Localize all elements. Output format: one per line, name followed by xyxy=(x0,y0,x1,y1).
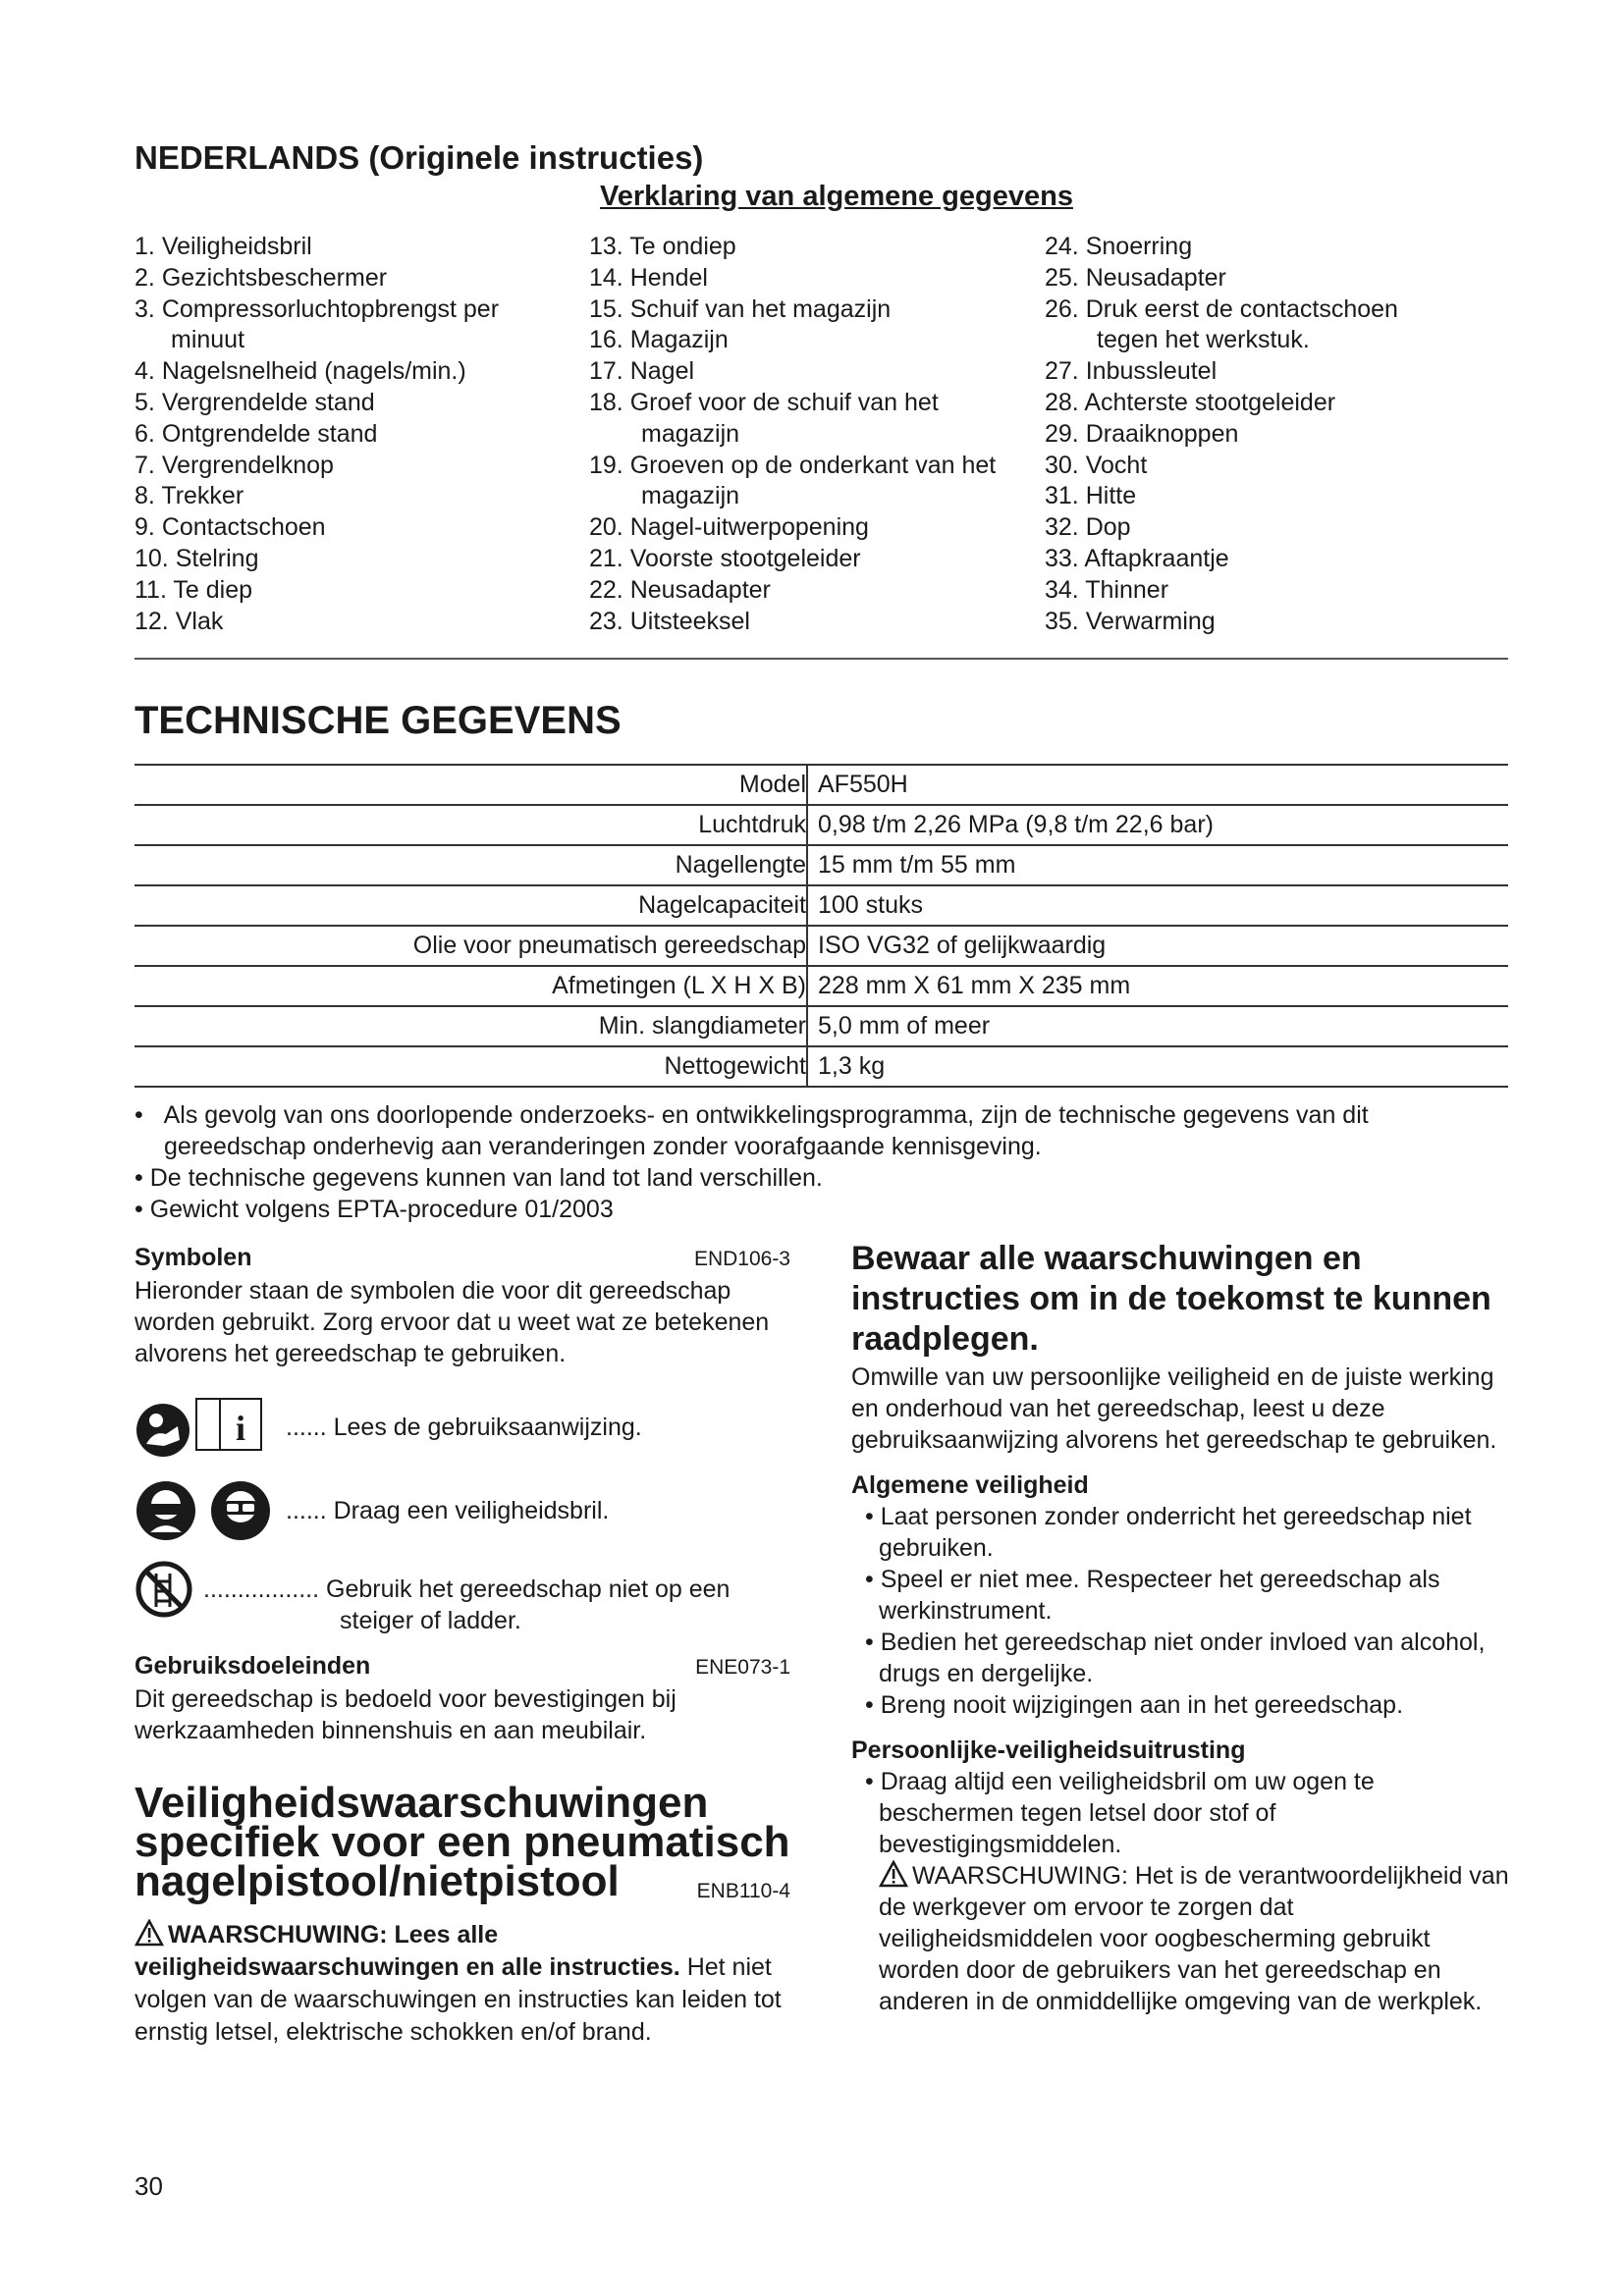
symbols-title: Symbolen xyxy=(135,1244,252,1271)
ppe-warning xyxy=(851,1860,1509,2017)
spec-value: 100 stuks xyxy=(807,885,1508,926)
legend-item-continuation: magazijn xyxy=(641,419,740,448)
spec-label: Nagelcapaciteit xyxy=(135,885,807,926)
legend-item: 16. Magazijn xyxy=(589,326,729,354)
legend-item: 34. Thinner xyxy=(1045,575,1169,604)
spec-label: Model xyxy=(135,765,807,805)
legend-item: 2. Gezichtsbeschermer xyxy=(135,263,388,292)
legend-item: 9. Contactschoen xyxy=(135,513,326,542)
legend-item: 26. Druk eerst de contactschoen xyxy=(1045,294,1398,323)
spec-value: 15 mm t/m 55 mm xyxy=(807,845,1508,885)
list-item: • Breng nooit wijzigingen aan in het gereedschap. xyxy=(865,1691,1404,1719)
legend-item: 17. Nagel xyxy=(589,357,695,386)
legend-item: 35. Verwarming xyxy=(1045,607,1216,635)
symbols-title-row xyxy=(135,1242,790,1275)
read-manual-icon xyxy=(135,1395,282,1460)
page-number: 30 xyxy=(135,2171,163,2201)
table-row xyxy=(135,805,1508,845)
specs-table xyxy=(135,764,1508,1088)
note: • Gewicht volgens EPTA-procedure 01/2003 xyxy=(135,1196,614,1223)
legend-item-continuation: tegen het werkstuk. xyxy=(1097,326,1310,354)
legend-item: 6. Ontgrendelde stand xyxy=(135,419,378,448)
legend-item: 5. Vergrendelde stand xyxy=(135,388,375,416)
legend-column-1 xyxy=(135,232,499,637)
symbol-row xyxy=(135,1560,790,1636)
spec-value: ISO VG32 of gelijkwaardig xyxy=(807,926,1508,966)
general-safety-title: Algemene veiligheid xyxy=(851,1471,1089,1499)
list-item: • Bedien het gereedschap niet onder invloed van alcohol, drugs en dergelijke. xyxy=(865,1629,1486,1687)
legend-item: 28. Achterste stootgeleider xyxy=(1045,388,1336,416)
spec-label: Luchtdruk xyxy=(135,805,807,845)
usage-text: Dit gereedschap is bedoeld voor bevestigingen bij werkzaamheden binnenshuis en aan meubilair. xyxy=(135,1685,677,1744)
warning-triangle-icon xyxy=(879,1860,908,1888)
symbols-code: END106-3 xyxy=(693,1248,790,1270)
table-row xyxy=(135,1046,1508,1087)
language-heading: NEDERLANDS (Originele instructies) xyxy=(135,139,704,176)
legend-item: 33. Aftapkraantje xyxy=(1045,544,1229,572)
legend-item: 15. Schuif van het magazijn xyxy=(589,294,892,323)
spec-label: Afmetingen (L X H X B) xyxy=(135,966,807,1006)
list-item: • Laat personen zonder onderricht het gereedschap niet gebruiken. xyxy=(865,1503,1472,1562)
specs-notes xyxy=(135,1099,1509,1225)
spec-value: 5,0 mm of meer xyxy=(807,1006,1508,1046)
safety-warning xyxy=(135,1919,790,2049)
ppe-title: Persoonlijke-veiligheidsuitrusting xyxy=(851,1736,1246,1764)
legend-item-continuation: minuut xyxy=(171,326,245,354)
legend-item: 12. Vlak xyxy=(135,607,224,635)
legend-item: 20. Nagel-uitwerpopening xyxy=(589,513,869,542)
usage-title-row xyxy=(135,1650,790,1683)
symbol-text-continuation: steiger of ladder. xyxy=(340,1607,521,1634)
legend-item: 18. Groef voor de schuif van het xyxy=(589,388,939,416)
legend-item: 29. Draaiknoppen xyxy=(1045,419,1239,448)
legend-item: 27. Inbussleutel xyxy=(1045,357,1218,386)
legend-item: 23. Uitsteeksel xyxy=(589,607,750,635)
legend-item: 30. Vocht xyxy=(1045,451,1148,479)
spec-label: Nettogewicht xyxy=(135,1046,807,1087)
safety-title xyxy=(135,1779,790,1905)
table-row xyxy=(135,765,1508,805)
list-item: • Speel er niet mee. Respecteer het gereedschap als werkinstrument. xyxy=(865,1566,1440,1625)
symbol-row xyxy=(135,1395,790,1460)
safety-warning-text: Het niet volgen van de waarschuwingen en instructies kan leiden tot ernstig letsel, elektrische schokken en/of brand. xyxy=(135,1953,782,2046)
spec-value: 0,98 t/m 2,26 MPa (9,8 t/m 22,6 bar) xyxy=(807,805,1508,845)
legend-column-2 xyxy=(589,232,996,637)
usage-code: ENE073-1 xyxy=(695,1656,790,1679)
spec-value: 228 mm X 61 mm X 235 mm xyxy=(807,966,1508,1006)
spec-label: Olie voor pneumatisch gereedschap xyxy=(135,926,807,966)
usage-title: Gebruiksdoeleinden xyxy=(135,1652,371,1680)
legend-item: 7. Vergrendelknop xyxy=(135,451,334,479)
legend-item: 3. Compressorluchtopbrengst per xyxy=(135,294,500,323)
legend-subheading: Verklaring van algemene gegevens xyxy=(600,181,1073,212)
symbol-text-block xyxy=(203,1574,730,1636)
symbols-intro: Hieronder staan de symbolen die voor dit gereedschap worden gebruikt. Zorg ervoor dat u weet wat ze betekenen alvorens het gereedschap te gebruiken. xyxy=(135,1277,770,1367)
legend-item: 31. Hitte xyxy=(1045,482,1137,510)
symbol-text: ...... Lees de gebruiksaanwijzing. xyxy=(286,1414,642,1441)
list-item: • Draag altijd een veiligheidsbril om uw ogen te beschermen tegen letsel door stof of bevestigingsmiddelen. xyxy=(865,1768,1375,1858)
safety-glasses-icon xyxy=(135,1479,282,1542)
legend-item: 8. Trekker xyxy=(135,482,244,510)
right-column xyxy=(851,1239,1509,2017)
legend-item: 19. Groeven op de onderkant van het xyxy=(589,451,997,479)
legend-item: 10. Stelring xyxy=(135,544,259,572)
symbol-text: ................. Gebruik het gereedschap niet op een xyxy=(203,1575,731,1603)
symbol-row xyxy=(135,1479,790,1542)
ppe-warning-text: WAARSCHUWING: Het is de verantwoordelijkheid van de werkgever om ervoor te zorgen dat veiligheidsmiddelen voor oogbescherming gebruikt worden door de gebruikers van het gereedschap en anderen in de onmiddellijke omgeving van de werkplek. xyxy=(879,1862,1509,2015)
symbol-text: ...... Draag een veiligheidsbril. xyxy=(286,1497,610,1524)
keep-instructions-title: Bewaar alle waarschuwingen en instructies om in de toekomst te kunnen raadplegen. xyxy=(851,1240,1491,1358)
keep-instructions-text: Omwille van uw persoonlijke veiligheid en de juiste werking en onderhoud van het gereedschap, leest u deze gebruiksaanwijzing alvorens het gereedschap te gebruiken. xyxy=(851,1363,1497,1454)
safety-code: ENB110-4 xyxy=(696,1880,790,1902)
legend-column-3 xyxy=(1045,232,1398,637)
warning-triangle-icon xyxy=(135,1919,164,1947)
legend-item: 1. Veiligheidsbril xyxy=(135,233,312,260)
table-row xyxy=(135,966,1508,1006)
table-row xyxy=(135,926,1508,966)
legend-item: 22. Neusadapter xyxy=(589,575,771,604)
left-column xyxy=(135,1242,790,2049)
table-row xyxy=(135,845,1508,885)
legend-item: 32. Dop xyxy=(1045,513,1131,542)
legend-item: 24. Snoerring xyxy=(1045,233,1193,260)
specs-heading: TECHNISCHE GEGEVENS xyxy=(135,699,622,742)
note: • De technische gegevens kunnen van land tot land verschillen. xyxy=(135,1164,823,1192)
svg-text:i: i xyxy=(235,1409,246,1448)
legend-item: 14. Hendel xyxy=(589,263,708,292)
safety-title-line-last: nagelpistool/nietpistool ENB110-4 xyxy=(135,1862,790,1901)
legend-item: 13. Te ondiep xyxy=(589,233,736,260)
note: • Als gevolg van ons doorlopende onderzoeks- en ontwikkelingsprogramma, zijn de technische gegevens van dit gereedschap onderhevig aan veranderingen zonder voorafgaande kennisgeving. xyxy=(135,1101,1369,1160)
legend-item-continuation: magazijn xyxy=(641,482,740,510)
legend-item: 11. Te diep xyxy=(135,575,253,604)
legend-item: 4. Nagelsnelheid (nagels/min.) xyxy=(135,357,466,386)
legend-item: 21. Voorste stootgeleider xyxy=(589,544,861,572)
safety-title-line: Veiligheidswaarschuwingen xyxy=(135,1779,709,1827)
spec-value: 1,3 kg xyxy=(807,1046,1508,1087)
table-row xyxy=(135,885,1508,926)
spec-value: AF550H xyxy=(807,765,1508,805)
safety-warning-bold: WAARSCHUWING: Lees alle veiligheidswaarschuwingen en alle instructies. xyxy=(135,1921,680,1981)
section-divider xyxy=(135,658,1508,660)
table-row xyxy=(135,1006,1508,1046)
safety-title-line: specifiek voor een pneumatisch xyxy=(135,1818,790,1866)
spec-label: Min. slangdiameter xyxy=(135,1006,807,1046)
legend-item: 25. Neusadapter xyxy=(1045,263,1226,292)
spec-label: Nagellengte xyxy=(135,845,807,885)
no-ladder-icon xyxy=(135,1560,193,1619)
